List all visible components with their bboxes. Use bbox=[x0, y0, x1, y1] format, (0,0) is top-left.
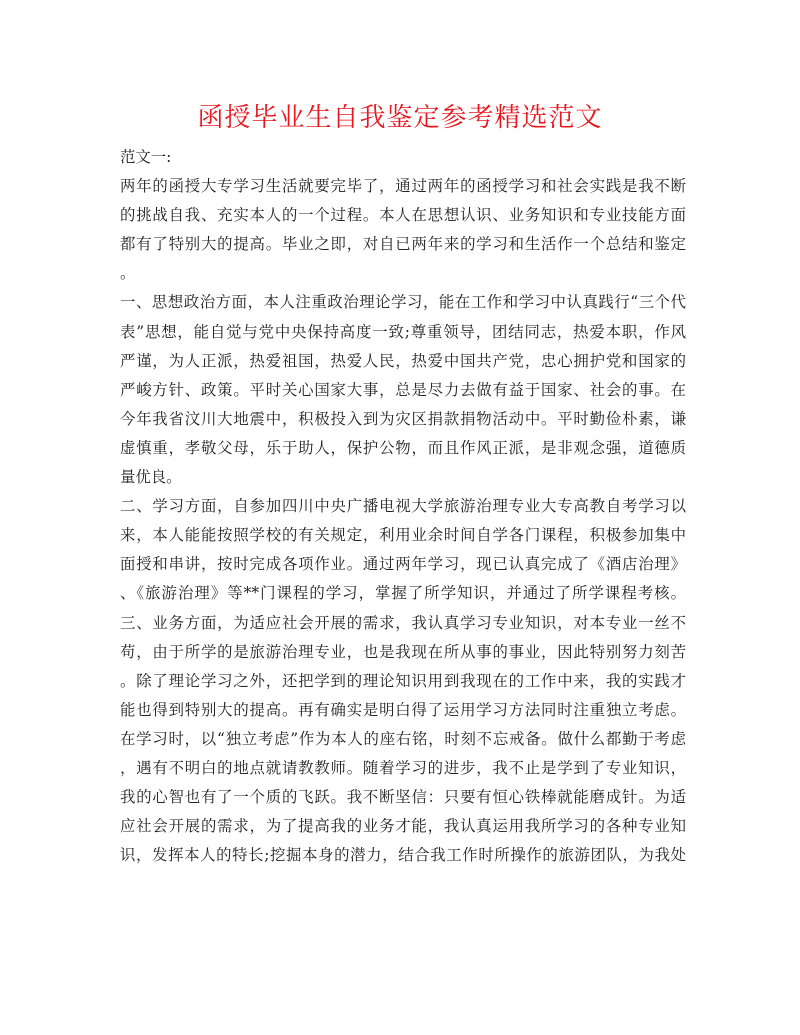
text-line: 都有了特别大的提高。毕业之即，对自已两年来的学习和生活作一个总结和鉴定 bbox=[120, 235, 686, 254]
text-line: 识，发挥本人的特长;挖掘本身的潜力，结合我工作时所操作的旅游团队，为我处 bbox=[120, 846, 686, 865]
text-line: 的挑战自我、充实本人的一个过程。本人在思想认识、业务知识和专业技能方面 bbox=[120, 206, 686, 225]
text-line: ，遇有不明白的地点就请教教师。随着学习的进步，我不止是学到了专业知识， bbox=[120, 758, 686, 777]
text-line: 苟，由于所学的是旅游治理专业，也是我现在所从事的事业，因此特别努力刻苦 bbox=[120, 642, 686, 661]
text-line: 。除了理论学习之外，还把学到的理论知识用到我现在的工作中来，我的实践才 bbox=[120, 671, 686, 690]
text-line: 能也得到特别大的提高。再有确实是明白得了运用学习方法同时注重独立考虑。 bbox=[120, 700, 686, 719]
text-line: 表”思想，能自觉与党中央保持高度一致;尊重领导，团结同志，热爱本职，作风 bbox=[120, 322, 686, 341]
text-line: 虚慎重，孝敬父母，乐于助人，保护公物，而且作风正派，是非观念强，道德质 bbox=[120, 438, 686, 457]
text-line: 。 bbox=[120, 264, 136, 283]
text-line: 、《旅游治理》等**门课程的学习，掌握了所学知识，并通过了所学课程考核。 bbox=[120, 584, 686, 603]
text-line: 二、学习方面，自参加四川中央广播电视大学旅游治理专业大专高教自考学习以 bbox=[120, 497, 686, 516]
text-line: 两年的函授大专学习生活就要完毕了，通过两年的函授学习和社会实践是我不断 bbox=[120, 177, 686, 196]
text-line: 在学习时，以“独立考虑”作为本人的座右铭，时刻不忘戒备。做什么都勤于考虑 bbox=[120, 729, 686, 748]
document-body bbox=[120, 143, 686, 870]
text-line: 应社会开展的需求，为了提高我的业务才能，我认真运用我所学习的各种专业知 bbox=[120, 817, 686, 836]
text-line: 我的心智也有了一个质的飞跃。我不断坚信：只要有恒心铁棒就能磨成针。为适 bbox=[120, 788, 686, 807]
text-line: 来，本人能能按照学校的有关规定，利用业余时间自学各门课程，积极参加集中 bbox=[120, 526, 686, 545]
text-line: 今年我省汶川大地震中，积极投入到为灾区捐款捐物活动中。平时勤俭朴素，谦 bbox=[120, 409, 686, 428]
text-line: 量优良。 bbox=[120, 468, 182, 487]
text-line: 一、思想政治方面，本人注重政治理论学习，能在工作和学习中认真践行“三个代 bbox=[120, 293, 686, 312]
document-title: 函授毕业生自我鉴定参考精选范文 bbox=[197, 103, 603, 133]
text-line: 严峻方针、政策。平时关心国家大事，总是尽力去做有益于国家、社会的事。在 bbox=[120, 380, 686, 399]
text-line: 范文一: bbox=[120, 148, 172, 166]
text-line: 严谨，为人正派，热爱祖国，热爱人民，热爱中国共产党，忠心拥护党和国家的 bbox=[120, 351, 686, 370]
text-line: 三、业务方面，为适应社会开展的需求，我认真学习专业知识，对本专业一丝不 bbox=[120, 613, 686, 632]
text-line: 面授和串讲，按时完成各项作业。通过两年学习，现已认真完成了《酒店治理》 bbox=[120, 555, 686, 574]
